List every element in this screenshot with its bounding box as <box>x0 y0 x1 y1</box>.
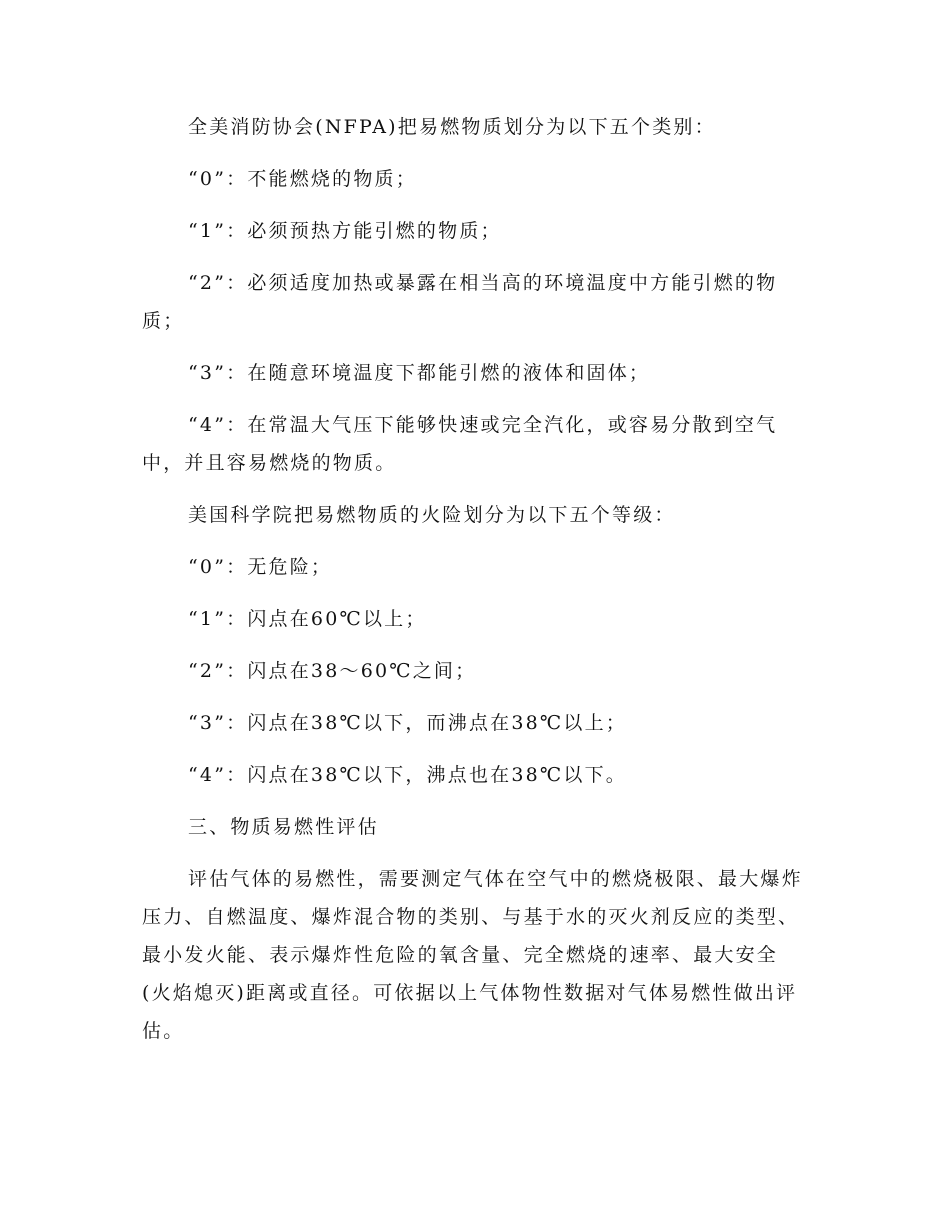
document-body <box>142 108 808 1064</box>
nfpa-class-3: “3”：在随意环境温度下都能引燃的液体和固体； <box>188 362 651 384</box>
nfpa-class-0: “0”：不能燃烧的物质； <box>188 168 417 190</box>
nfpa-class-1: “1”：必须预热方能引燃的物质； <box>188 220 502 242</box>
nas-grade-0: “0”：无危险； <box>188 556 333 578</box>
nas-grade-2: “2”：闪点在38～60℃之间； <box>188 660 477 682</box>
nas-grade-3: “3”：闪点在38℃以下，而沸点在38℃以上； <box>188 712 627 734</box>
nas-grade-4: “4”：闪点在38℃以下，沸点也在38℃以下。 <box>188 764 627 786</box>
nfpa-class-2: “2”：必须适度加热或暴露在相当高的环境温度中方能引燃的物质； <box>142 272 778 332</box>
nas-grade-1: “1”：闪点在60℃以上； <box>188 608 427 630</box>
nas-intro-paragraph: 美国科学院把易燃物质的火险划分为以下五个等级： <box>188 504 676 526</box>
nfpa-class-4: “4”：在常温大气压下能够快速或完全汽化，或容易分散到空气中，并且容易燃烧的物质。 <box>142 414 778 474</box>
gas-flammability-paragraph: 评估气体的易燃性，需要测定气体在空气中的燃烧极限、最大爆炸压力、自燃温度、爆炸混合物的类别、与基于水的灭火剂反应的类型、最小发火能、表示爆炸性危险的氧含量、完全燃烧的速率、最大安全(火焰熄灭)距离或直径。可依据以上气体物性数据对气体易燃性做出评估。 <box>142 868 803 1042</box>
nfpa-intro-paragraph: 全美消防协会(NFPA)把易燃物质划分为以下五个类别： <box>188 116 716 138</box>
section-heading: 三、物质易燃性评估 <box>188 816 379 838</box>
